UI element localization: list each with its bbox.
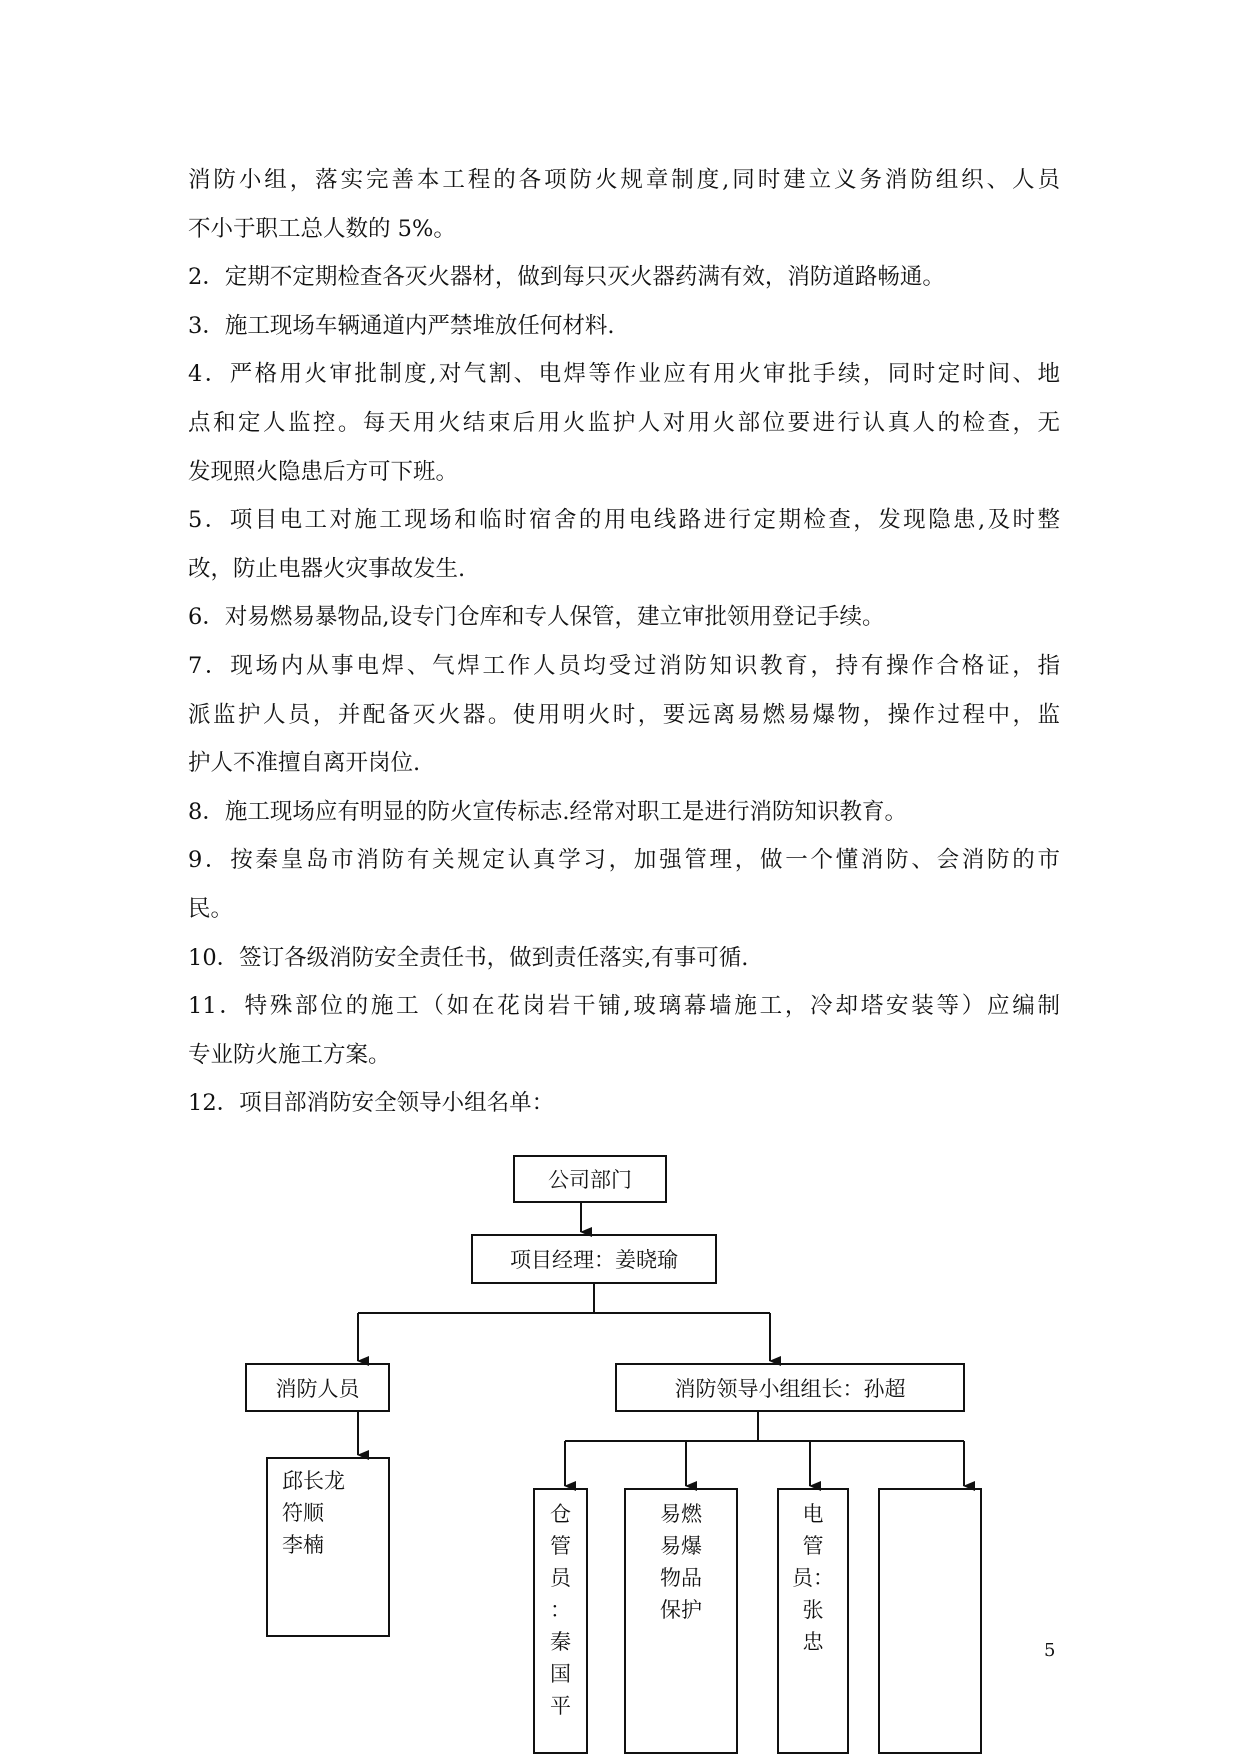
text-line: 12．项目部消防安全领导小组名单： bbox=[188, 1090, 555, 1117]
vertical-char: 仓 bbox=[550, 1502, 571, 1526]
vertical-char: 平 bbox=[550, 1694, 571, 1718]
project-manager-box bbox=[471, 1234, 717, 1284]
hazmat-line: 易爆 bbox=[660, 1534, 702, 1558]
company-dept-box bbox=[513, 1155, 667, 1203]
fire-leader-label: 消防领导小组组长：孙超 bbox=[674, 1376, 906, 1401]
text-line: 消防小组，落实完善本工程的各项防火规章制度,同时建立义务消防组织、人员 bbox=[188, 167, 1060, 193]
text-line: 2．定期不定期检查各灭火器材，做到每只灭火器药满有效，消防道路畅通。 bbox=[188, 264, 945, 291]
text-line: 7．现场内从事电焊、气焊工作人员均受过消防知识教育，持有操作合格证，指 bbox=[188, 652, 1060, 679]
member-name: 李楠 bbox=[282, 1533, 324, 1557]
text-line: 点和定人监控。每天用火结束后用火监护人对用火部位要进行认真人的检查，无 bbox=[188, 409, 1060, 436]
vertical-char: 员 bbox=[550, 1566, 571, 1590]
vertical-char: 张 bbox=[802, 1598, 824, 1622]
vertical-char: 管 bbox=[550, 1534, 571, 1558]
vertical-char: 忠 bbox=[802, 1630, 824, 1654]
vertical-char: ： bbox=[550, 1598, 571, 1622]
vertical-char: 电 bbox=[802, 1502, 824, 1526]
empty-role-box bbox=[878, 1488, 982, 1754]
hazmat-line: 物品 bbox=[660, 1566, 702, 1590]
fire-leader-box bbox=[615, 1363, 965, 1412]
text-line: 5．项目电工对施工现场和临时宿舍的用电线路进行定期检查，发现隐患,及时整 bbox=[188, 507, 1060, 534]
page-number: 5 bbox=[1044, 1640, 1056, 1661]
text-line: 改，防止电器火灾事故发生. bbox=[188, 555, 466, 582]
hazmat-line: 保护 bbox=[660, 1598, 702, 1622]
text-line: 10．签订各级消防安全责任书，做到责任落实,有事可循. bbox=[188, 944, 749, 971]
vertical-char: 国 bbox=[550, 1662, 571, 1686]
fire-staff-label: 消防人员 bbox=[275, 1376, 360, 1401]
text-line: 不小于职工总人数的 5%。 bbox=[188, 215, 456, 242]
vertical-char: 秦 bbox=[550, 1630, 571, 1654]
text-line: 护人不准擅自离开岗位. bbox=[188, 750, 421, 777]
vertical-char: 员： bbox=[792, 1566, 834, 1590]
text-line: 4．严格用火审批制度,对气割、电焊等作业应有用火审批手续，同时定时间、地 bbox=[188, 361, 1060, 388]
hazmat-protection-box bbox=[624, 1488, 738, 1754]
member-name: 符顺 bbox=[282, 1501, 324, 1525]
text-line: 8．施工现场应有明显的防火宣传标志.经常对职工是进行消防知识教育。 bbox=[188, 798, 907, 825]
company-dept-label: 公司部门 bbox=[548, 1168, 632, 1192]
text-line: 6．对易燃易暴物品,设专门仓库和专人保管，建立审批领用登记手续。 bbox=[188, 604, 885, 631]
member-name: 邱长龙 bbox=[282, 1469, 345, 1493]
text-line: 3．施工现场车辆通道内严禁堆放任何材料. bbox=[188, 312, 615, 339]
vertical-char: 管 bbox=[802, 1534, 824, 1558]
fire-staff-box bbox=[245, 1363, 390, 1412]
text-line: 发现照火隐患后方可下班。 bbox=[188, 458, 459, 485]
text-line: 9．按秦皇岛市消防有关规定认真学习，加强管理，做一个懂消防、会消防的市 bbox=[188, 847, 1060, 874]
hazmat-line: 易燃 bbox=[660, 1502, 702, 1526]
text-line: 派监护人员，并配备灭火器。使用明火时，要远离易燃易爆物，操作过程中，监 bbox=[188, 701, 1060, 728]
warehouse-keeper-box bbox=[533, 1488, 588, 1754]
text-line: 11．特殊部位的施工（如在花岗岩干铺,玻璃幕墙施工，冷却塔安装等）应编制 bbox=[188, 993, 1060, 1020]
text-line: 专业防火施工方案。 bbox=[188, 1041, 391, 1068]
text-line: 民。 bbox=[188, 895, 234, 922]
electrician-box bbox=[777, 1488, 849, 1754]
fire-staff-members-box bbox=[266, 1457, 390, 1637]
project-manager-label: 项目经理：姜晓瑜 bbox=[510, 1248, 678, 1272]
